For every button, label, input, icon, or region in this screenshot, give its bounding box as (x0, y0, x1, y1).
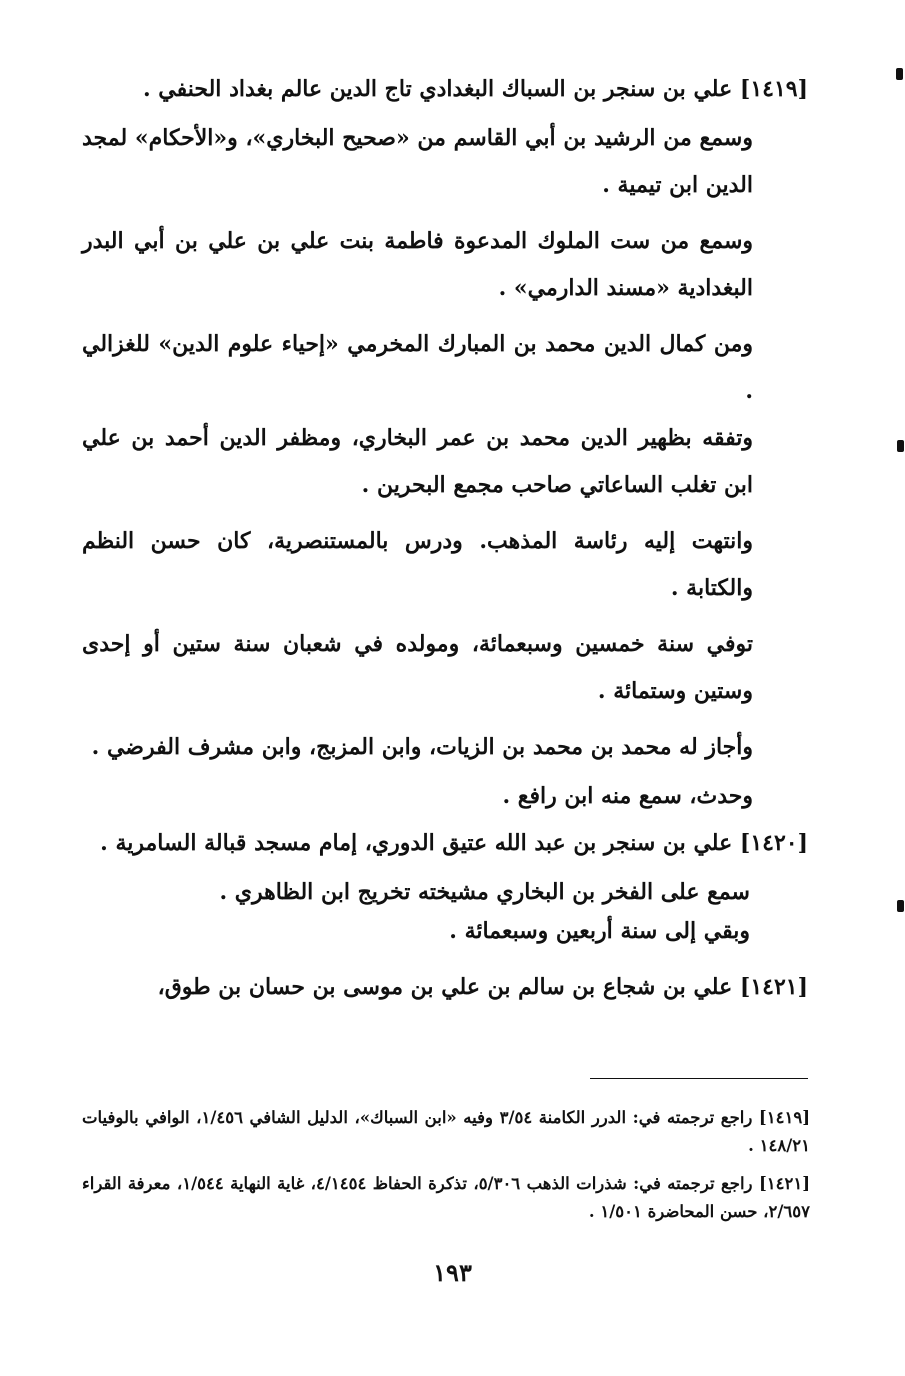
scan-speck (897, 440, 904, 452)
scan-speck (896, 68, 903, 80)
entry-number: [١٤٢٠] (739, 830, 808, 856)
footnote-1421 (82, 1170, 810, 1226)
entry-1419-paragraph: وسمع من الرشيد بن أبي القاسم من «صحيح البخاري»، و«الأحكام» لمجد الدين ابن تيمية . (82, 125, 753, 198)
entry-1419-paragraph: وحدث، سمع منه ابن رافع . (502, 783, 753, 809)
entry-title: علي بن سنجر بن عبد الله عتيق الدوري، إمام مسجد قبالة السامرية . (100, 830, 733, 856)
entry-number: [١٤١٩] (739, 76, 808, 102)
main-text (82, 66, 808, 1011)
entry-1419-paragraph: توفي سنة خمسين وسبعمائة، ومولده في شعبان سنة ستين أو إحدى وستين وستمائة . (82, 631, 753, 704)
entry-1419-paragraph: وسمع من ست الملوك المدعوة فاطمة بنت علي بن علي بن أبي البدر البغدادية «مسند الدارمي» . (82, 228, 753, 301)
entry-title: علي بن سنجر بن السباك البغدادي تاج الدين عالم بغداد الحنفي . (142, 76, 733, 102)
footnote-1419 (82, 1104, 810, 1160)
footnote-text: راجع ترجمته في: شذرات الذهب ٥/٣٠٦، تذكرة الحفاظ ٤/١٤٥٤، غاية النهاية ١/٥٤٤، معرفة القراء ٢/٦٥٧، حسن المحاضرة ١/٥٠١ . (82, 1174, 810, 1221)
entry-1421-heading (82, 964, 808, 1011)
footnotes (82, 1104, 810, 1236)
entry-title: علي بن شجاع بن سالم بن علي بن موسى بن حسان بن طوق، (157, 974, 733, 1000)
entry-1420-paragraph: وبقي إلى سنة أربعين وسبعمائة . (449, 918, 750, 944)
page-number: ١٩٣ (433, 1258, 472, 1287)
footnote-separator (590, 1078, 808, 1079)
entry-1420-heading (82, 820, 808, 867)
entry-1419-paragraph: وتفقه بظهير الدين محمد بن عمر البخاري، ومظفر الدين أحمد بن علي ابن تغلب الساعاتي صاحب مجمع البحرين . (82, 425, 753, 498)
entry-1420-paragraph: سمع على الفخر بن البخاري مشيخته تخريج ابن الظاهري . (219, 879, 750, 905)
footnote-number: [١٤١٩] (758, 1108, 810, 1127)
entry-number: [١٤٢١] (739, 974, 808, 1000)
entry-1419-paragraph: وانتهت إليه رئاسة المذهب. ودرس بالمستنصرية، كان حسن النظم والكتابة . (82, 528, 753, 601)
scan-speck (897, 900, 904, 912)
entry-1419-heading (82, 66, 808, 113)
entry-1419-paragraph: وأجاز له محمد بن محمد بن الزيات، وابن المزبج، وابن مشرف الفرضي . (91, 734, 753, 760)
entry-1419-paragraph: ومن كمال الدين محمد بن المبارك المخرمي «إحياء علوم الدين» للغزالي . (82, 331, 753, 404)
footnote-text: راجع ترجمته في: الدرر الكامنة ٣/٥٤ وفيه «ابن السباك»، الدليل الشافي ١/٤٥٦، الوافي بالوفيات ١٤٨/٢١ . (82, 1108, 810, 1155)
footnote-number: [١٤٢١] (758, 1174, 811, 1193)
